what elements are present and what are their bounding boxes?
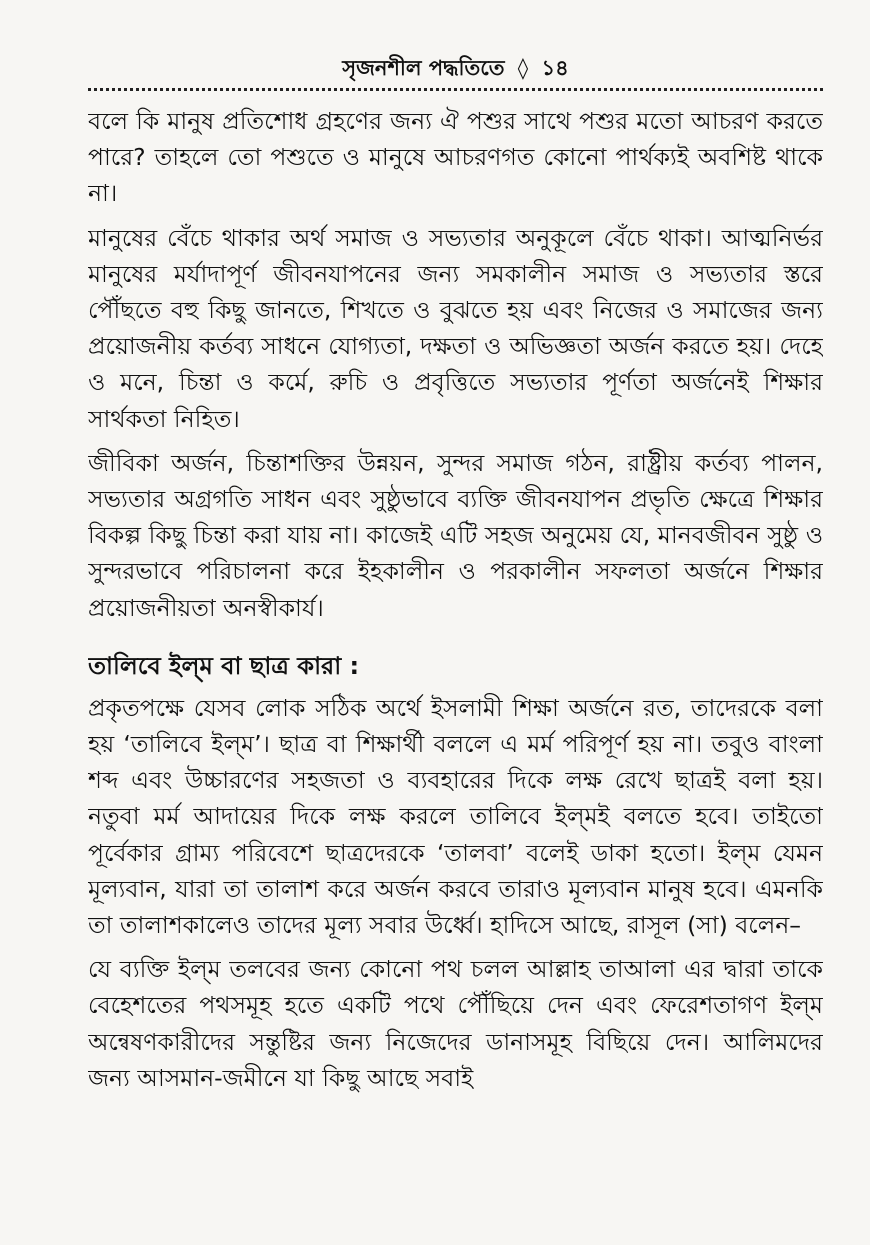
header-divider bbox=[88, 88, 823, 91]
paragraph: বলে কি মানুষ প্রতিশোধ গ্রহণের জন্য ঐ পশুর সাথে পশুর মতো আচরণ করতে পারে? তাহলে তো পশুতে ও মানুষে আচরণগত কোনো পার্থক্যই অবশিষ্ট থাকে না। bbox=[88, 107, 823, 208]
paragraph: প্রকৃতপক্ষে যেসব লোক সঠিক অর্থে ইসলামী শিক্ষা অর্জনে রত, তাদেরকে বলা হয় ‘তালিবে ইল্‌ম’। ছাত্র বা শিক্ষার্থী বললে এ মর্ম পরিপূর্ণ হয় না। তবুও বাংলা শব্দ এবং উচ্চারণের সহজতা ও ব্যবহারের দিকে লক্ষ রেখে ছাত্রই বলা হয়। নতুবা মর্ম আদায়ের দিকে লক্ষ করলে তালিবে ইল্‌মই বলতে হবে। তাইতো পূর্বেকার গ্রাম্য পরিবেশে ছাত্রদেরকে ‘তালবা’ বলেই ডাকা হতো। ইল্‌ম যেমন মূল্যবান, যারা তা তালাশ করে অর্জন করবে তারাও মূল্যবান মানুষ হবে। এমনকি তা তালাশকালেও তাদের মূল্য সবার উর্ধ্বে। হাদিসে আছে, রাসূল (সা) বলেন– bbox=[88, 693, 823, 940]
book-page bbox=[88, 52, 823, 1242]
paragraph: যে ব্যক্তি ইল্‌ম তলবের জন্য কোনো পথ চলল আল্লাহ তাআলা এর দ্বারা তাকে বেহেশতের পথসমূহ হতে একটি পথে পৌঁছিয়ে দেন এবং ফেরেশতাগণ ইল্‌ম অন্বেষণকারীদের সন্তুষ্টির জন্য নিজেদের ডানাসমূহ বিছিয়ে দেন। আলিমদের জন্য আসমান-জমীনে যা কিছু আছে সবাই bbox=[88, 955, 823, 1092]
header-title: সৃজনশীল পদ্ধতিতে bbox=[342, 56, 505, 80]
header-separator-icon: ◊ bbox=[517, 56, 529, 80]
running-header bbox=[88, 52, 823, 84]
section-heading: তালিবে ইল্‌ম বা ছাত্র কারা : bbox=[88, 651, 360, 680]
paragraph: জীবিকা অর্জন, চিন্তাশক্তির উন্নয়ন, সুন্দর সমাজ গঠন, রাষ্ট্রীয় কর্তব্য পালন, সভ্যতার অগ্রগতি সাধন এবং সুষ্ঠুভাবে ব্যক্তি জীবনযাপন প্রভৃতি ক্ষেত্রে শিক্ষার বিকল্প কিছু চিন্তা করা যায় না। কাজেই এটি সহজ অনুমেয় যে, মানবজীবন সুষ্ঠু ও সুন্দরভাবে পরিচালনা করে ইহকালীন ও পরকালীন সফলতা অর্জনে শিক্ষার প্রয়োজনীয়তা অনস্বীকার্য। bbox=[88, 448, 823, 622]
paragraph: মানুষের বেঁচে থাকার অর্থ সমাজ ও সভ্যতার অনুকূলে বেঁচে থাকা। আত্মনির্ভর মানুষের মর্যাদাপূর্ণ জীবনযাপনের জন্য সমকালীন সমাজ ও সভ্যতার স্তরে পৌঁছতে বহু কিছু জানতে, শিখতে ও বুঝতে হয় এবং নিজের ও সমাজের জন্য প্রয়োজনীয় কর্তব্য সাধনে যোগ্যতা, দক্ষতা ও অভিজ্ঞতা অর্জন করতে হয়। দেহে ও মনে, চিন্তা ও কর্মে, রুচি ও প্রবৃত্তিতে সভ্যতার পূর্ণতা অর্জনেই শিক্ষার সার্থকতা নিহিত। bbox=[88, 223, 823, 433]
page-number: ১৪ bbox=[541, 56, 569, 80]
